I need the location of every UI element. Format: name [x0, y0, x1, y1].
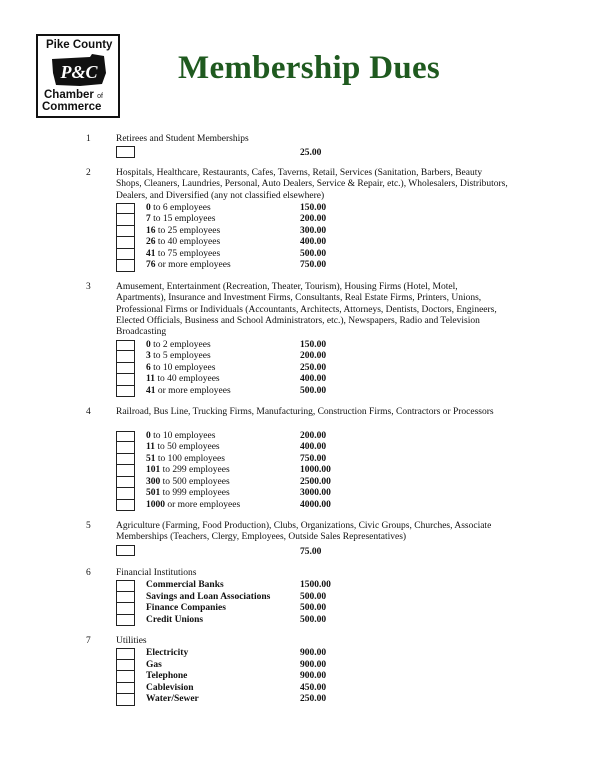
section-description: Financial Institutions — [116, 568, 197, 578]
option-label: 11 to 40 employees — [146, 374, 220, 384]
dues-option-row — [116, 580, 416, 592]
logo-line-3: Commerce — [42, 101, 102, 113]
option-price: 500.00 — [300, 603, 327, 614]
option-checkbox[interactable] — [116, 694, 135, 706]
option-checkbox[interactable] — [116, 592, 135, 604]
section-number: 6 — [86, 568, 91, 578]
option-price: 400.00 — [300, 442, 327, 453]
section-number: 5 — [86, 521, 91, 531]
option-checkbox[interactable] — [116, 431, 135, 443]
dues-option-row — [116, 431, 416, 443]
dues-options — [116, 431, 416, 512]
option-checkbox[interactable] — [116, 671, 135, 683]
option-checkbox[interactable] — [116, 363, 135, 375]
option-price: 200.00 — [300, 351, 327, 361]
dues-option-row — [116, 465, 416, 477]
option-checkbox[interactable] — [116, 386, 135, 398]
option-label: 41 to 75 employees — [146, 248, 221, 259]
dues-option-row — [116, 694, 416, 706]
section-description: Agriculture (Farming, Food Production), Clubs, Organizations, Civic Groups, Churches, Associate Memberships (Teachers, Clergy, Employees, Outside Sales Representatives) — [116, 521, 492, 543]
dues-option-row — [116, 146, 416, 158]
option-label: Commercial Banks — [146, 580, 224, 591]
option-label: Credit Unions — [146, 614, 204, 625]
dues-option-row — [116, 477, 416, 489]
option-checkbox[interactable] — [116, 683, 135, 695]
option-checkbox[interactable] — [116, 477, 135, 489]
option-label: 300 to 500 employees — [146, 476, 230, 487]
section-number: 4 — [86, 407, 91, 417]
dues-option-row — [116, 454, 416, 466]
option-checkbox[interactable] — [116, 226, 135, 238]
option-label: 7 to 15 employees — [146, 214, 216, 225]
dues-option-row — [116, 615, 416, 627]
option-price: 2500.00 — [300, 476, 331, 487]
option-price: 900.00 — [300, 648, 327, 659]
option-checkbox[interactable] — [116, 580, 135, 592]
option-price: 750.00 — [300, 260, 327, 271]
option-label: 3 to 5 employees — [146, 351, 211, 361]
option-price: 75.00 — [300, 546, 322, 557]
option-price: 200.00 — [300, 214, 327, 225]
option-label: 41 or more employees — [146, 385, 231, 396]
dues-option-row — [116, 374, 416, 386]
option-price: 150.00 — [300, 339, 327, 350]
option-label: Cablevision — [146, 682, 194, 693]
option-checkbox[interactable] — [116, 146, 135, 158]
dues-option-row — [116, 226, 416, 238]
option-checkbox[interactable] — [116, 374, 135, 386]
option-price: 450.00 — [300, 682, 327, 693]
option-checkbox[interactable] — [116, 660, 135, 672]
dues-option-row — [116, 648, 416, 660]
option-price: 500.00 — [300, 614, 327, 625]
dues-option-row — [116, 340, 416, 352]
option-price: 400.00 — [300, 237, 327, 248]
option-label: Savings and Loan Associations — [146, 591, 271, 602]
option-checkbox[interactable] — [116, 237, 135, 249]
dues-options — [116, 146, 416, 158]
logo-line-1: Pike County — [46, 39, 113, 51]
option-label: 0 to 10 employees — [146, 430, 216, 441]
dues-options — [116, 545, 416, 557]
county-map-icon — [50, 53, 108, 89]
option-price: 1000.00 — [300, 465, 331, 476]
dues-option-row — [116, 363, 416, 375]
option-checkbox[interactable] — [116, 442, 135, 454]
option-price: 25.00 — [300, 148, 322, 159]
option-label: Finance Companies — [146, 603, 226, 614]
option-checkbox[interactable] — [116, 488, 135, 500]
section-description: Hospitals, Healthcare, Restaurants, Cafes, Taverns, Retail, Services (Sanitation, Barbers, Beauty Shops, Cleaners, Laundries, Personal, Auto Dealers, Service & Repair, etc.), Wholesalers, Distributors, Dealers, and Diversified (any not classified elsewhere) — [116, 168, 508, 201]
option-label: 51 to 100 employees — [146, 453, 225, 464]
option-label: 16 to 25 employees — [146, 225, 221, 236]
section-number: 2 — [86, 168, 91, 178]
option-price: 500.00 — [300, 591, 327, 602]
section-number: 3 — [86, 282, 91, 292]
chamber-logo — [36, 34, 120, 118]
option-label: Water/Sewer — [146, 694, 199, 705]
option-label: 0 to 6 employees — [146, 202, 211, 213]
option-label: Telephone — [146, 671, 188, 682]
dues-option-row — [116, 386, 416, 398]
dues-option-row — [116, 203, 416, 215]
logo-line-2: Chamber of — [44, 89, 103, 101]
option-price: 400.00 — [300, 374, 327, 384]
option-price: 1500.00 — [300, 580, 331, 591]
option-label: 26 to 40 employees — [146, 237, 221, 248]
option-label: 11 to 50 employees — [146, 442, 220, 453]
option-label: Gas — [146, 659, 162, 670]
option-checkbox[interactable] — [116, 351, 135, 363]
page-title: Membership Dues — [178, 50, 441, 86]
option-price: 3000.00 — [300, 488, 331, 499]
option-checkbox[interactable] — [116, 545, 135, 557]
dues-options — [116, 203, 416, 272]
option-label: 0 to 2 employees — [146, 339, 211, 350]
dues-option-row — [116, 592, 416, 604]
option-price: 4000.00 — [300, 499, 331, 510]
dues-option-row — [116, 351, 416, 363]
option-checkbox[interactable] — [116, 465, 135, 477]
section-description: Railroad, Bus Line, Trucking Firms, Manufacturing, Construction Firms, Contractors or Processors — [116, 407, 494, 417]
dues-option-row — [116, 603, 416, 615]
option-price: 200.00 — [300, 430, 327, 441]
option-label: Electricity — [146, 648, 189, 659]
option-price: 500.00 — [300, 385, 327, 396]
option-checkbox[interactable] — [116, 249, 135, 261]
option-price: 300.00 — [300, 225, 327, 236]
option-label: 1000 or more employees — [146, 499, 241, 510]
option-label: 501 to 999 employees — [146, 488, 230, 499]
dues-option-row — [116, 214, 416, 226]
logo-mark: P&C — [60, 62, 98, 82]
dues-option-row — [116, 260, 416, 272]
option-checkbox[interactable] — [116, 260, 135, 272]
dues-option-row — [116, 545, 416, 557]
option-price: 150.00 — [300, 202, 327, 213]
option-price: 500.00 — [300, 248, 327, 259]
section-description: Retirees and Student Memberships — [116, 134, 249, 144]
option-checkbox[interactable] — [116, 615, 135, 627]
dues-option-row — [116, 500, 416, 512]
option-checkbox[interactable] — [116, 603, 135, 615]
dues-option-row — [116, 442, 416, 454]
option-price: 900.00 — [300, 659, 327, 670]
dues-option-row — [116, 488, 416, 500]
option-checkbox[interactable] — [116, 648, 135, 660]
dues-option-row — [116, 249, 416, 261]
option-label: 76 or more employees — [146, 260, 231, 271]
option-price: 250.00 — [300, 694, 327, 705]
option-checkbox[interactable] — [116, 214, 135, 226]
option-checkbox[interactable] — [116, 340, 135, 352]
section-number: 7 — [86, 636, 91, 646]
dues-options — [116, 340, 416, 398]
option-checkbox[interactable] — [116, 203, 135, 215]
dues-option-row — [116, 660, 416, 672]
option-price: 900.00 — [300, 671, 327, 682]
dues-options — [116, 580, 416, 626]
section-number: 1 — [86, 134, 91, 144]
option-price: 250.00 — [300, 362, 327, 373]
section-description: Amusement, Entertainment (Recreation, Theater, Tourism), Housing Firms (Hotel, Motel, Apartments), Insurance and Investment Firms, Consultants, Real Estate Firms, Printers, Unions, Professional Firms or Individuals (Accountants, Architects, Attorneys, Dentists, Doctors, Engineers, Elected Officials, Business and School Administrators, etc.), Newspapers, Radio and Television Broadcasting — [116, 282, 497, 338]
option-checkbox[interactable] — [116, 454, 135, 466]
option-price: 750.00 — [300, 453, 327, 464]
dues-option-row — [116, 237, 416, 249]
dues-options — [116, 648, 416, 706]
dues-option-row — [116, 671, 416, 683]
option-label: 6 to 10 employees — [146, 362, 216, 373]
option-checkbox[interactable] — [116, 500, 135, 512]
option-label: 101 to 299 employees — [146, 465, 230, 476]
dues-option-row — [116, 683, 416, 695]
section-description: Utilities — [116, 636, 147, 646]
